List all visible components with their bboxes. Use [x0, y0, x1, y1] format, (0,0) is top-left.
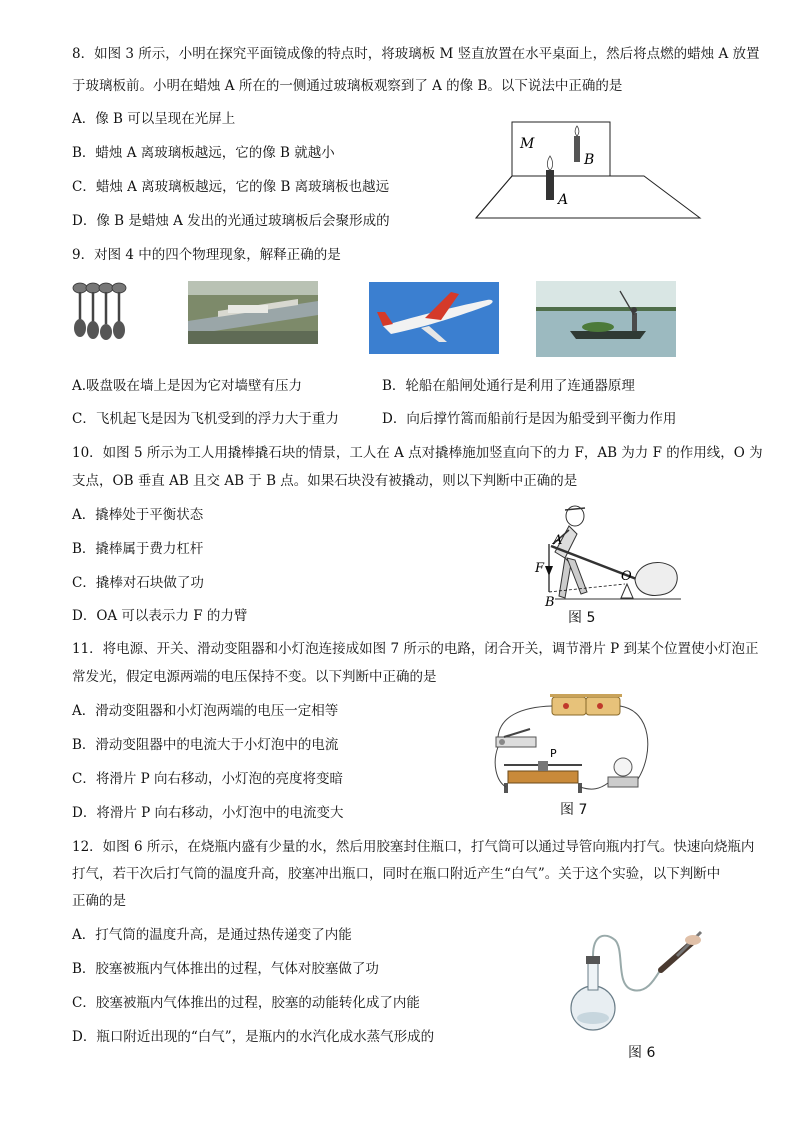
suction-cups-image	[70, 280, 134, 342]
q10-option-d: D．OA 可以表示力 F 的力臂	[72, 608, 248, 624]
q9-option-d: D．向后撑竹篙而船前行是因为船受到平衡力作用	[382, 411, 677, 427]
q10-option-c: C．撬棒对石块做了功	[72, 575, 204, 591]
label-f: F	[535, 561, 545, 576]
figure-5-caption: 图 5	[568, 610, 596, 626]
q10-option-a: A．撬棒处于平衡状态	[72, 507, 204, 523]
q10-option-b: B．撬棒属于费力杠杆	[72, 541, 204, 557]
label-m: M	[520, 136, 535, 152]
label-a: A	[553, 533, 563, 548]
q9-option-c: C．飞机起飞是因为飞机受到的浮力大于重力	[72, 411, 339, 427]
flask-pump-figure	[565, 926, 705, 1038]
q9-stem: 9．对图 4 中的四个物理现象，解释正确的是	[72, 247, 341, 263]
q8-option-a: A．像 B 可以呈现在光屏上	[72, 111, 236, 127]
circuit-figure	[490, 693, 660, 798]
q8-option-d: D．像 B 是蜡烛 A 发出的光通过玻璃板后会聚形成的	[72, 213, 390, 229]
figure-6-caption: 图 6	[628, 1045, 656, 1061]
label-o: O	[621, 569, 632, 584]
q8-option-c: C．蜡烛 A 离玻璃板越远，它的像 B 离玻璃板也越远	[72, 179, 390, 195]
q11-option-c: C．将滑片 P 向右移动，小灯泡的亮度将变暗	[72, 771, 343, 787]
q10-stem-line1: 10．如图 5 所示为工人用撬棒撬石块的情景，工人在 A 点对撬棒施加竖直向下的力 F，AB 为力 F 的作用线，O 为	[72, 445, 763, 461]
q10-stem-line2: 支点，OB 垂直 AB 且交 AB 于 B 点。如果石块没有被撬动，则以下判断中正确的是	[72, 473, 578, 489]
q12-option-b: B．胶塞被瓶内气体推出的过程，气体对胶塞做了功	[72, 961, 379, 977]
mirror-candle-figure	[474, 118, 714, 222]
q9-option-b: B．轮船在船闸处通行是利用了连通器原理	[382, 378, 635, 394]
q11-stem-line1: 11．将电源、开关、滑动变阻器和小灯泡连接成如图 7 所示的电路，闭合开关，调节滑片 P 到某个位置使小灯泡正	[72, 641, 759, 657]
q12-stem-line2: 打气，若干次后打气筒的温度升高，胶塞冲出瓶口，同时在瓶口附近产生“白气”。关于这个实验，以下判断中	[72, 866, 721, 882]
label-a: A	[558, 192, 569, 208]
q11-option-b: B．滑动变阻器中的电流大于小灯泡中的电流	[72, 737, 339, 753]
label-b: B	[545, 595, 555, 610]
airplane-image	[369, 282, 499, 354]
lever-worker-figure	[525, 500, 685, 610]
q11-stem-line2: 常发光，假定电源两端的电压保持不变。以下判断中正确的是	[72, 669, 437, 685]
q8-option-b: B．蜡烛 A 离玻璃板越远，它的像 B 就越小	[72, 145, 335, 161]
bamboo-boat-image	[536, 281, 676, 357]
q12-stem-line1: 12．如图 6 所示，在烧瓶内盛有少量的水，然后用胶塞封住瓶口，打气筒可以通过导管向瓶内打气。快速向烧瓶内	[72, 839, 755, 855]
figure-7-caption: 图 7	[560, 802, 588, 818]
q12-option-c: C．胶塞被瓶内气体推出的过程，胶塞的动能转化成了内能	[72, 995, 420, 1011]
q11-option-d: D．将滑片 P 向右移动，小灯泡中的电流变大	[72, 805, 344, 821]
q12-option-a: A．打气筒的温度升高，是通过热传递变了内能	[72, 927, 352, 943]
ship-lock-image	[188, 281, 318, 344]
q8-stem-line1: 8．如图 3 所示，小明在探究平面镜成像的特点时，将玻璃板 M 竖直放置在水平桌面上，然后将点燃的蜡烛 A 放置	[72, 46, 760, 62]
q12-option-d: D．瓶口附近出现的“白气”，是瓶内的水汽化成水蒸气形成的	[72, 1029, 435, 1045]
label-b: B	[584, 152, 595, 168]
label-p: P	[550, 747, 557, 760]
q12-stem-line3: 正确的是	[72, 893, 126, 909]
q8-stem-line2: 于玻璃板前。小明在蜡烛 A 所在的一侧通过玻璃板观察到了 A 的像 B。以下说法中正确的是	[72, 78, 623, 94]
q11-option-a: A．滑动变阻器和小灯泡两端的电压一定相等	[72, 703, 339, 719]
q9-option-a: A.吸盘吸在墙上是因为它对墙壁有压力	[72, 378, 303, 394]
